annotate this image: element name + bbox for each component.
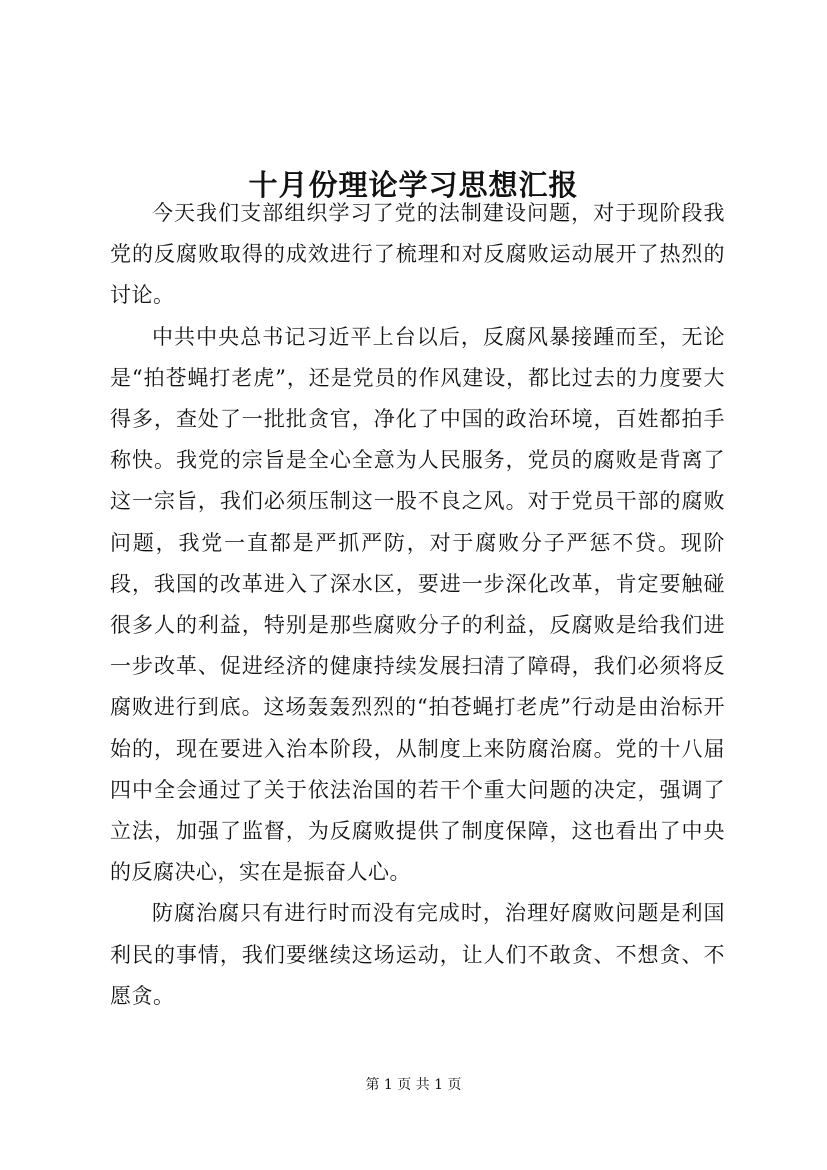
document-title: 十月份理论学习思想汇报 — [248, 168, 579, 203]
paragraph-3: 防腐治腐只有进行时而没有完成时，治理好腐败问题是利国利民的事情，我们要继续这场运动，让人们不敢贪、不想贪、不愿贪。 — [110, 901, 725, 1008]
paragraph-2: 中共中央总书记习近平上台以后，反腐风暴接踵而至，无论是“拍苍蝇打老虎”，还是党员的作风建设，都比过去的力度要大得多，查处了一批批贪官，净化了中国的政治环境，百姓都拍手称快。我党的宗旨是全心全意为人民服务，党员的腐败是背离了这一宗旨，我们必须压制这一股不良之风。对于党员干部的腐败问题，我党一直都是严抓严防，对于腐败分子严惩不贷。现阶段，我国的改革进入了深水区，要进一步深化改革，肯定要触碰很多人的利益，特别是那些腐败分子的利益，反腐败是给我们进一步改革、促进经济的健康持续发展扫清了障碍，我们必须将反腐败进行到底。这场轰轰烈烈的“拍苍蝇打老虎”行动是由治标开始的，现在要进入治本阶段，从制度上来防腐治腐。党的十八届四中全会通过了关于依法治国的若干个重大问题的决定，强调了立法，加强了监督，为反腐败提供了制度保障，这也看出了中央的反腐决心，实在是振奋人心。 — [110, 324, 725, 885]
document-body — [110, 193, 725, 1017]
page-footer: 第 1 页 共 1 页 — [365, 1077, 462, 1093]
paragraph-1: 今天我们支部组织学习了党的法制建设问题，对于现阶段我党的反腐败取得的成效进行了梳理和对反腐败运动展开了热烈的讨论。 — [110, 201, 725, 308]
